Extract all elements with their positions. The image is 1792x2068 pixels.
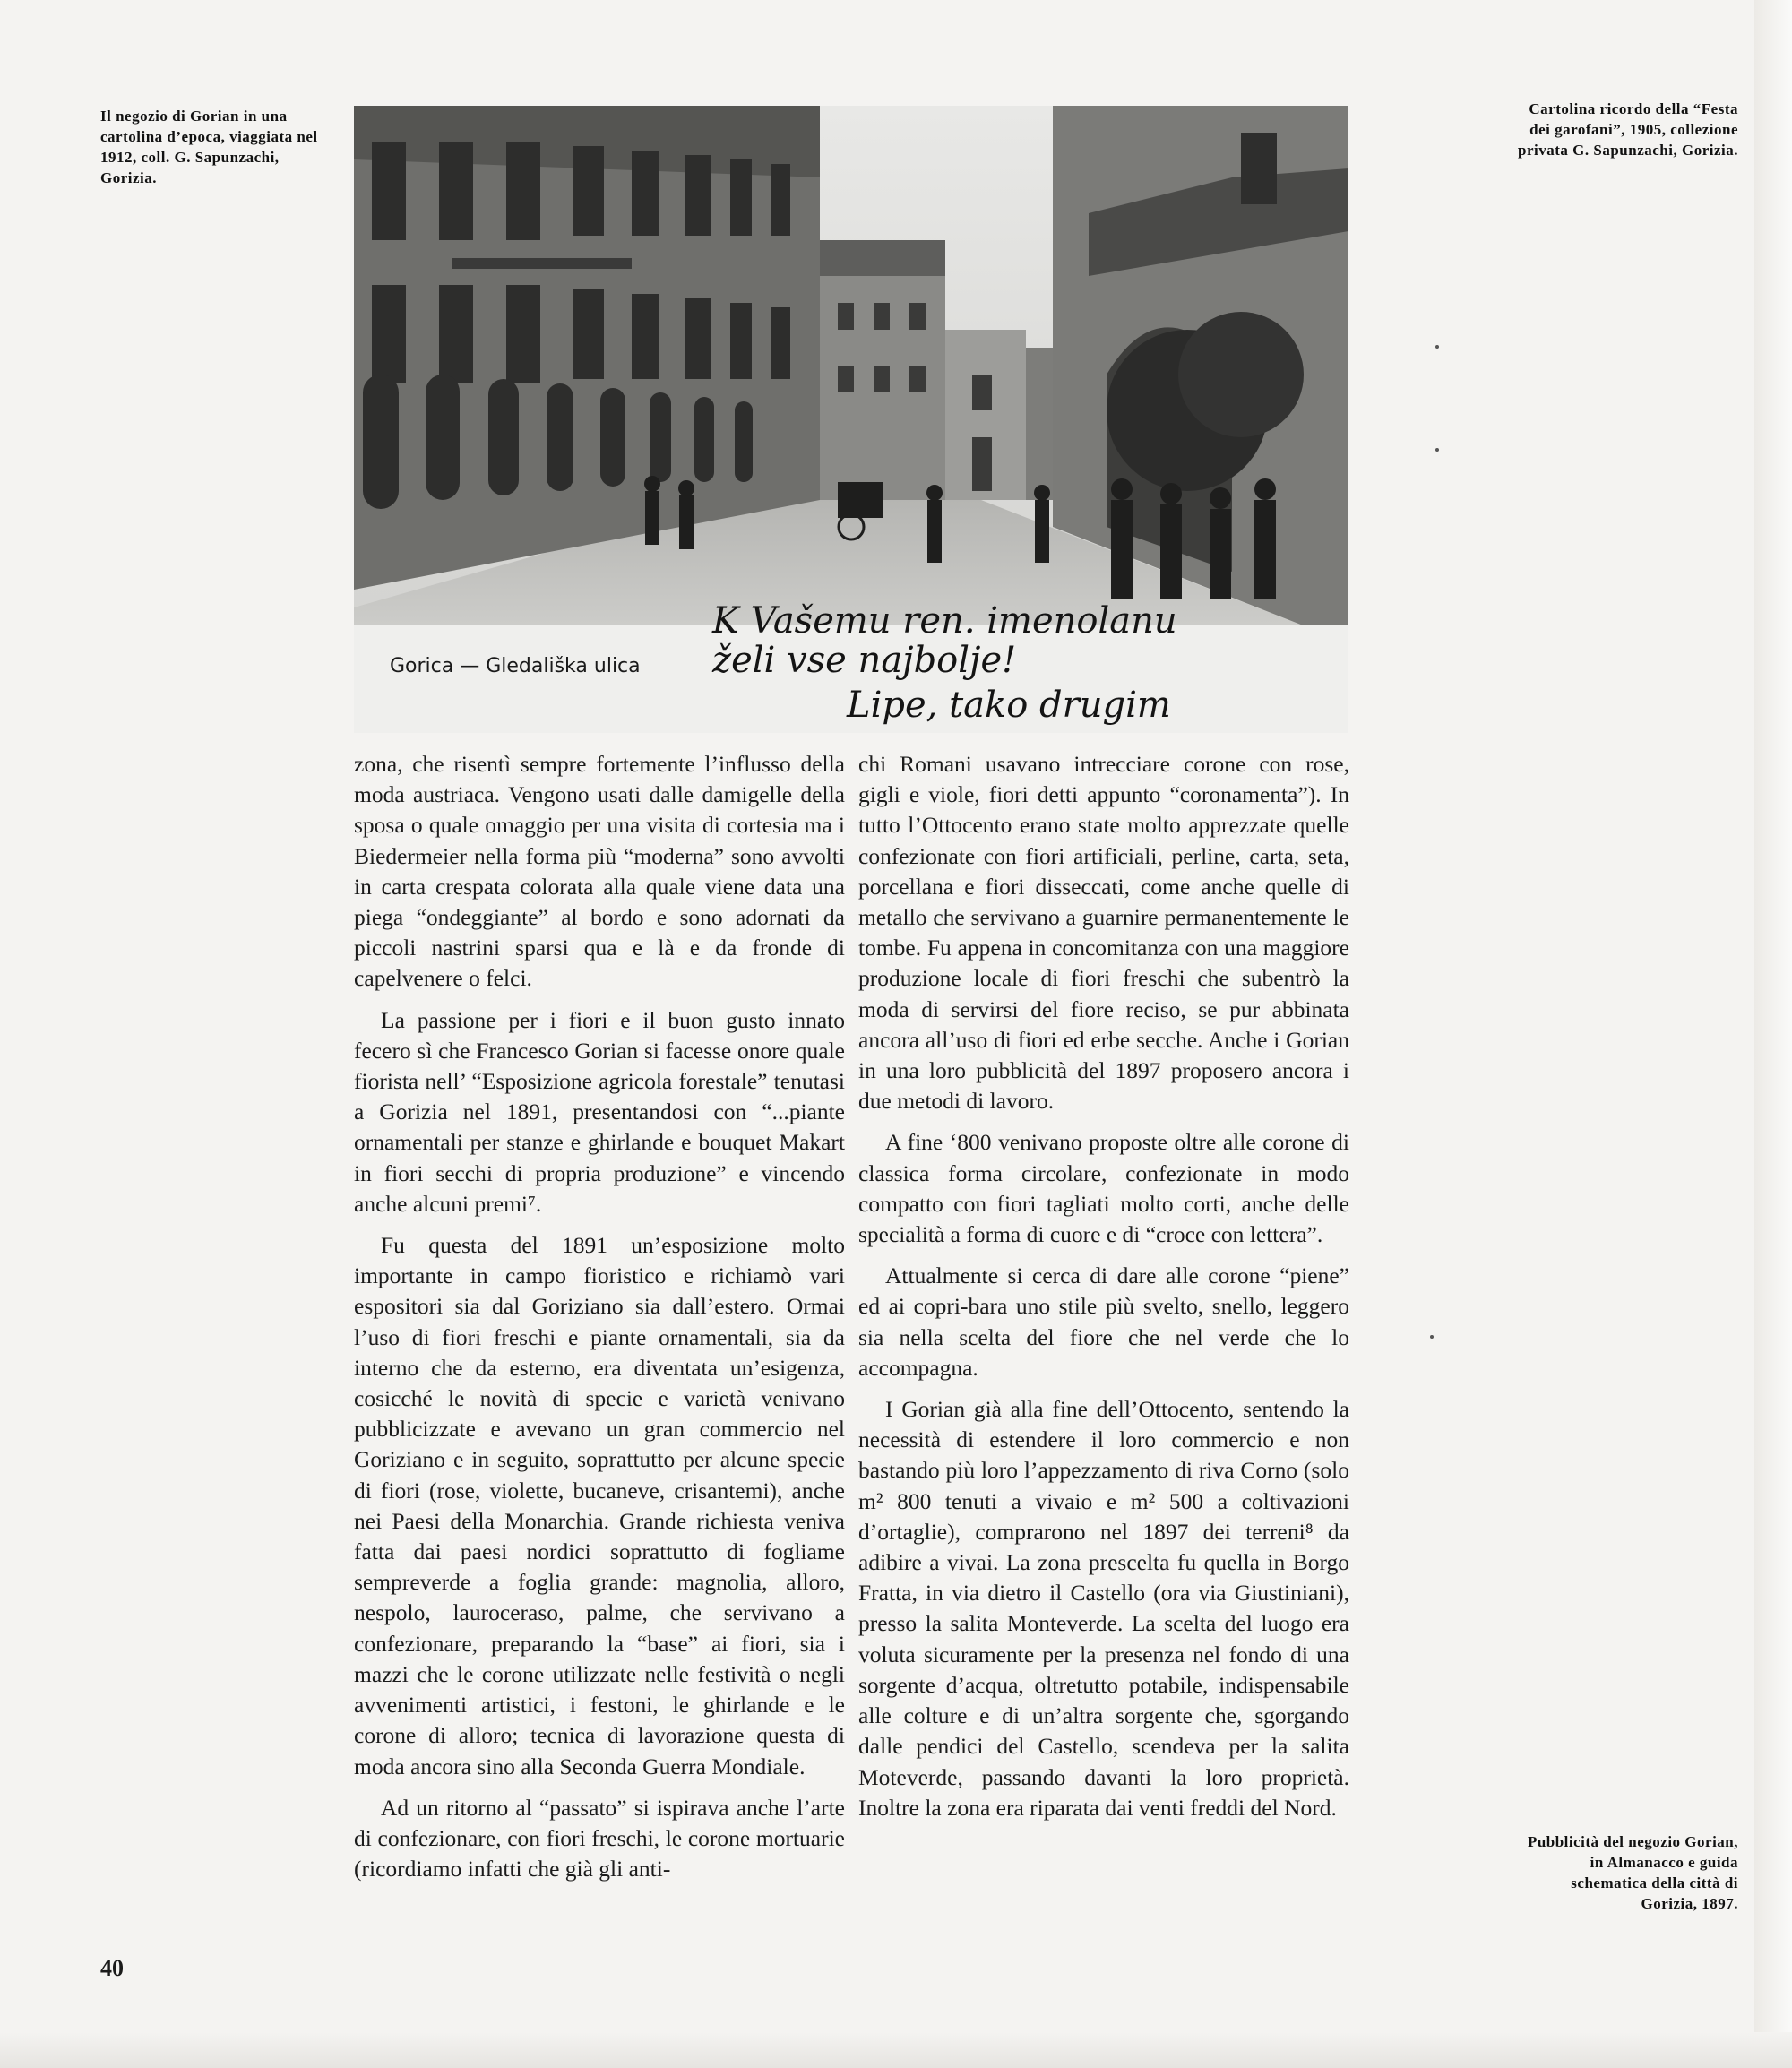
paragraph: A fine ‘800 venivano proposte oltre alle corone di classica forma circolare, confezionate in modo compatto con fiori tagliati molto corti, anche delle specialità a forma di cuore e di “croce con lettera”. [858,1129,1349,1248]
postcard-photo [354,106,1348,733]
paragraph: Ad un ritorno al “passato” si ispirava anche l’arte di confezionare, con fiori freschi, le corone mortuarie (ricordiamo infatti che già gli anti- [354,1794,845,1883]
text-column-left [354,749,845,1895]
handwriting-line-1: K Vašemu ren. imenolanu [712,600,1177,642]
bottom-edge [0,2032,1792,2068]
caption-right: Cartolina ricordo della “Festa dei garofani”, 1905, collezione privata G. Sapunzachi, Gorizia. [1518,100,1738,159]
text-column-right [858,749,1349,1834]
caption-bottom: Pubblicità del negozio Gorian, in Almanacco e guida schematica della città di Gorizia, 1897. [1527,1833,1738,1912]
paragraph: Fu questa del 1891 un’esposizione molto importante in campo fioristico e richiamò vari espositori sia dal Goriziano sia dall’estero. Ormai l’uso di fiori freschi e piante ornamentali, sia da interno che da esterno, era diventata un’esigenza, cosicché le novità di specie e varietà venivano pubblicizzate e avevano un gran commercio nel Goriziano e in seguito, soprattutto per alcune specie di fiori (rose, violette, bucaneve, crisantemi), anche nei Paesi della Monarchia. Grande richiesta veniva fatta dai paesi nordici soprattutto di fogliame sempreverde a foglia grande: magnolia, alloro, nespolo, lauroceraso, palme, che servivano a confezionare, preparando la “base” ai fiori, sia i mazzi che le corone utilizzate nelle festività o negli avvenimenti artistici, i festoni, le ghirlande e le corone di alloro; tecnica di lavorazione questa di moda ancora sino alla Seconda Guerra Mondiale. [354,1232,845,1779]
paragraph: I Gorian già alla fine dell’Ottocento, sentendo la necessità di estendere il loro commercio e non bastando più loro l’appezzamento di riva Corno (solo m² 800 tenuti a vivaio e m² 500 a coltivazioni d’ortaglie), comprarono nel 1897 dei terreni⁸ da adibire a vivai. La zona prescelta fu quella in Borgo Fratta, in via dietro il Castello (ora via Giustiniani), presso la salita Monteverde. La scelta del luogo era voluta sicuramente per la presenza nel fondo di una sorgente d’acqua, oltretutto potabile, indispensabile alle colture e di un’altra sorgente che, sgorgando dalle pendici del Castello, scendeva per la salita Moteverde, passando davanti la loro proprietà. Inoltre la zona era riparata dai venti freddi del Nord. [858,1396,1349,1821]
scan-speck [1430,1335,1434,1339]
paragraph: Attualmente si cerca di dare alle corone “piene” ed ai copri-bara uno stile più svelto, snello, leggero sia nella scelta del fiore che nel verde che lo accompagna. [858,1262,1349,1381]
street-scene-illustration [354,106,1348,733]
paragraph: chi Romani usavano intrecciare corone con rose, gigli e viole, fiori detti appunto “coronamenta”). In tutto l’Ottocento erano state molto apprezzate quelle confezionate con fiori artificiali, perline, carta, seta, porcellana e fiori disseccati, come anche quelle di metallo che servivano a guarnire permanentemente le tombe. Fu appena in concomitanza con una maggiore produzione locale di fiori freschi che subentrò la moda di servirsi del fiore reciso, se pur abbinata ancora all’uso di fiori ed erbe secche. Anche i Gorian in una loro pubblicità del 1897 proposero ancora i due metodi di lavoro. [858,751,1349,1115]
caption-left: Il negozio di Gorian in una cartolina d’epoca, viaggiata nel 1912, coll. G. Sapunzachi, Gorizia. [100,108,318,186]
handwriting-line-3: Lipe, tako drugim [847,685,1171,726]
postcard-title: Gorica — Gledališka ulica [390,655,641,677]
page-edge [1754,0,1792,2068]
paragraph: zona, che risentì sempre fortemente l’influsso della moda austriaca. Vengono usati dalle damigelle della sposa o quale omaggio per una visita di cortesia ma i Biedermeier nella forma più “moderna” sono avvolti in carta crespata colorata alla quale viene data una piega “ondeggiante” al bordo e sono adornati da piccoli nastrini sparsi qua e là e da fronde di capelvenere o felci. [354,751,845,992]
handwriting-line-2: želi vse najbolje! [712,640,1017,681]
paragraph: La passione per i fiori e il buon gusto innato fecero sì che Francesco Gorian si facesse onore quale fiorista nell’ “Esposizione agricola forestale” tenutasi a Gorizia nel 1891, presentandosi con “...piante ornamentali per stanze e ghirlande e bouquet Makart in fiori secchi di propria produzione” e vincendo anche alcuni premi⁷. [354,1006,845,1217]
scan-speck [1435,345,1439,349]
page-number: 40 [100,1955,124,1981]
scan-speck [1435,448,1439,452]
